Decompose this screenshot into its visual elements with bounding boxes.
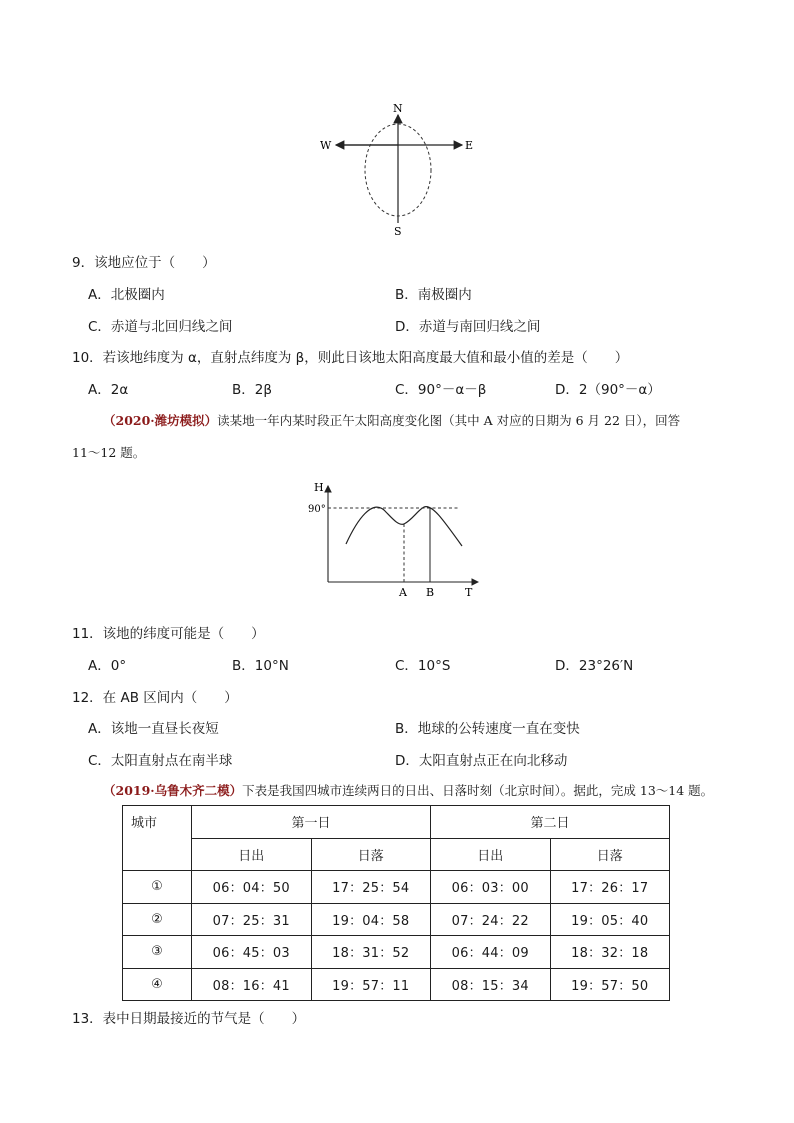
- time-cell: 08：15：34: [431, 968, 551, 1001]
- compass-diagram: [310, 95, 490, 240]
- a-label: A: [399, 586, 407, 599]
- q12-option-d: D．太阳直射点正在向北移动: [395, 753, 568, 769]
- time-cell: 19：04：58: [311, 903, 431, 936]
- q10-option-a: A．2α: [88, 382, 129, 398]
- q9-option-d: D．赤道与南回归线之间: [395, 319, 541, 335]
- intro-11-12: [103, 411, 680, 429]
- q12-option-c: C．太阳直射点在南半球: [88, 753, 233, 769]
- intro-text: 读某地一年内某时段正午太阳高度变化图（其中 A 对应的日期为 6 月 22 日），回答: [217, 413, 681, 428]
- max-label: 90°: [308, 504, 326, 515]
- day2-sunrise-header: 日出: [431, 838, 551, 871]
- time-cell: 06：03：00: [431, 871, 551, 904]
- time-cell: 07：25：31: [192, 903, 312, 936]
- b-label: B: [426, 586, 435, 599]
- intro-13-14: [103, 781, 713, 799]
- day1-sunset-header: 日落: [311, 838, 431, 871]
- q11-option-b: B．10°N: [232, 658, 289, 674]
- intro-text-2: 下表是我国四城市连续两日的日出、日落时刻（北京时间）。据此，完成 13～14 题。: [242, 783, 714, 798]
- sunrise-sunset-table: [122, 805, 670, 1001]
- q11-option-d: D．23°26′N: [555, 658, 634, 674]
- north-label: N: [393, 102, 403, 115]
- q12-option-b: B．地球的公转速度一直在变快: [395, 721, 580, 737]
- time-cell: 08：16：41: [192, 968, 312, 1001]
- day2-header: 第二日: [431, 806, 670, 839]
- time-cell: 06：04：50: [192, 871, 312, 904]
- city-id: ②: [123, 903, 192, 936]
- intro-11-12-cont: 11～12 题。: [72, 445, 146, 460]
- table-row: [123, 968, 670, 1001]
- city-id: ③: [123, 936, 192, 969]
- t-label: T: [465, 586, 473, 599]
- time-cell: 17：25：54: [311, 871, 431, 904]
- h-label: H: [314, 481, 324, 494]
- time-cell: 06：44：09: [431, 936, 551, 969]
- city-header: 城市: [123, 806, 192, 871]
- day1-sunrise-header: 日出: [192, 838, 312, 871]
- table-row: [123, 903, 670, 936]
- question-10: 10．若该地纬度为 α，直射点纬度为 β，则此日该地太阳高度最大值和最小值的差是（ ）: [72, 350, 629, 366]
- city-id: ④: [123, 968, 192, 1001]
- time-cell: 18：32：18: [550, 936, 670, 969]
- q11-option-c: C．10°S: [395, 658, 451, 674]
- source-tag-2: （2019·乌鲁木齐二模）: [103, 783, 243, 798]
- sun-altitude-chart: [300, 474, 490, 600]
- west-label: W: [320, 139, 332, 152]
- question-11: 11．该地的纬度可能是（ ）: [72, 626, 265, 642]
- city-id: ①: [123, 871, 192, 904]
- day2-sunset-header: 日落: [550, 838, 670, 871]
- time-cell: 17：26：17: [550, 871, 670, 904]
- time-cell: 18：31：52: [311, 936, 431, 969]
- table-subheader-row: [123, 838, 670, 871]
- source-tag: （2020·潍坊模拟）: [103, 413, 218, 428]
- table-header-row: [123, 806, 670, 839]
- question-9: 9．该地应位于（ ）: [72, 255, 216, 271]
- table-row: [123, 936, 670, 969]
- question-13: 13．表中日期最接近的节气是（ ）: [72, 1011, 306, 1027]
- time-cell: 19：57：50: [550, 968, 670, 1001]
- east-label: E: [465, 139, 474, 152]
- question-12: 12．在 AB 区间内（ ）: [72, 690, 238, 706]
- q9-option-b: B．南极圈内: [395, 287, 472, 303]
- south-label: S: [394, 225, 402, 238]
- time-cell: 07：24：22: [431, 903, 551, 936]
- q10-option-b: B．2β: [232, 382, 272, 398]
- q10-option-d: D．2（90°－α）: [555, 382, 661, 398]
- table-row: [123, 871, 670, 904]
- q9-option-c: C．赤道与北回归线之间: [88, 319, 233, 335]
- q12-option-a: A．该地一直昼长夜短: [88, 721, 219, 737]
- day1-header: 第一日: [192, 806, 431, 839]
- q10-option-c: C．90°－α－β: [395, 382, 487, 398]
- time-cell: 06：45：03: [192, 936, 312, 969]
- q11-option-a: A．0°: [88, 658, 127, 674]
- time-cell: 19：57：11: [311, 968, 431, 1001]
- q9-option-a: A．北极圈内: [88, 287, 165, 303]
- time-cell: 19：05：40: [550, 903, 670, 936]
